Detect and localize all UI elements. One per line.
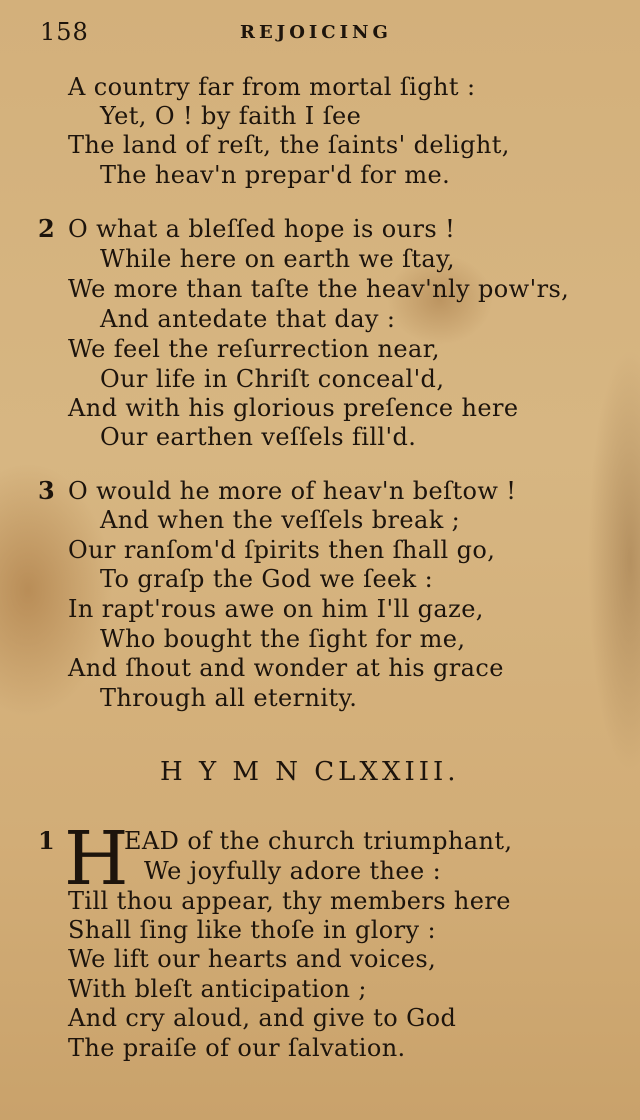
page-header xyxy=(40,18,600,48)
verse-line: O what a bleſſed hope is ours ! xyxy=(68,215,456,243)
drop-cap: H xyxy=(64,816,129,902)
verse-line: And cry aloud, and give to God xyxy=(68,1004,457,1032)
stanza-number: 1 xyxy=(38,826,55,855)
running-head: REJOICING xyxy=(240,22,392,43)
verse-line: The praiſe of our ſalvation. xyxy=(68,1034,406,1062)
verse-line: Through all eternity. xyxy=(100,684,358,712)
verse-line: Yet, O ! by faith I ſee xyxy=(100,102,362,130)
verse-line: Our earthen veſſels fill'd. xyxy=(100,423,417,451)
verse-line: While here on earth we ſtay, xyxy=(100,245,455,273)
verse-line: And antedate that day : xyxy=(100,305,396,333)
verse-line: We more than taſte the heav'nly pow'rs, xyxy=(68,275,570,303)
verse-line: In rapt'rous awe on him I'll gaze, xyxy=(68,595,484,623)
verse-line: Shall ſing like thoſe in glory : xyxy=(68,916,436,944)
verse-line: We joyfully adore thee : xyxy=(144,857,442,885)
verse-line: And when the veſſels break ; xyxy=(100,506,461,534)
verse-line: Our ranſom'd ſpirits then ſhall go, xyxy=(68,536,496,564)
verse-line: EAD of the church triumphant, xyxy=(124,827,513,855)
verse-line: Who bought the ſight for me, xyxy=(100,625,466,653)
verse-line: Our life in Chriſt conceal'd, xyxy=(100,365,445,393)
stanza-number: 3 xyxy=(38,476,55,505)
verse-line: To graſp the God we ſeek : xyxy=(100,565,434,593)
verse-line: Till thou appear, thy members here xyxy=(68,887,511,915)
verse-line: And ſhout and wonder at his grace xyxy=(68,654,504,682)
stanza-number: 2 xyxy=(38,214,55,243)
verse-line: The heav'n prepar'd for me. xyxy=(100,161,451,189)
verse-line: With bleſt anticipation ; xyxy=(68,975,367,1003)
page-number: 158 xyxy=(40,18,89,46)
verse-line: The land of reſt, the ſaints' delight, xyxy=(68,131,510,159)
verse-line: We feel the reſurrection near, xyxy=(68,335,440,363)
verse-line: A country far from mortal ſight : xyxy=(68,73,476,101)
verse-line: And with his glorious preſence here xyxy=(68,394,519,422)
verse-line: O would he more of heav'n beſtow ! xyxy=(68,477,517,505)
verse-line: We lift our hearts and voices, xyxy=(68,945,437,973)
hymn-title: H Y M N CLXXIII. xyxy=(160,757,460,787)
